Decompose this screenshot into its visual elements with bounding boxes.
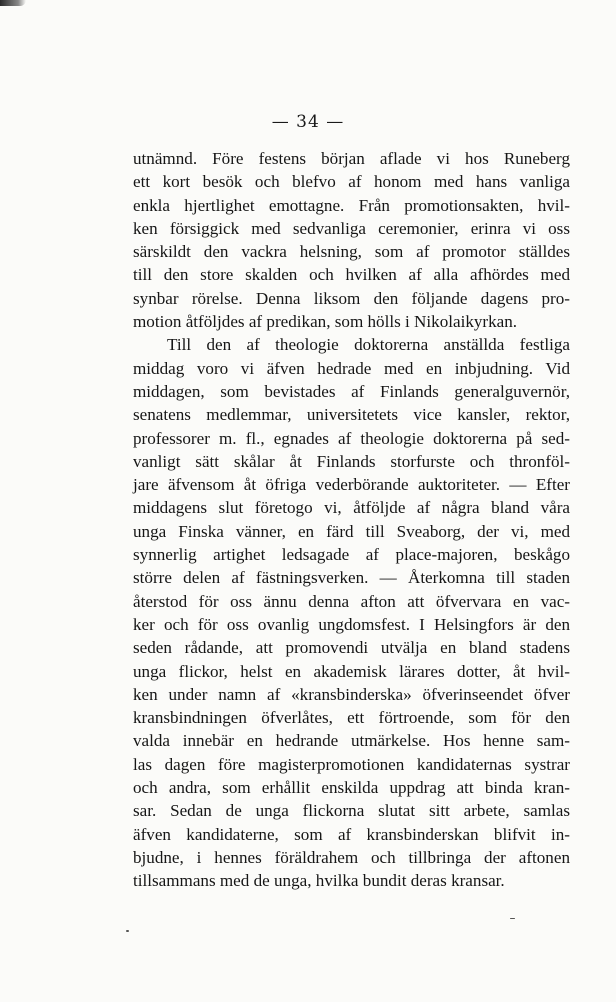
text-line: vanligt sätt skålar åt Finlands storfurste och thronföl- — [133, 451, 570, 471]
text-line: äfven kandidaterne, som af kransbinderskan blifvit in- — [133, 824, 570, 844]
text-line: ker och för oss ovanlig ungdomsfest. I Helsingfors är den — [133, 614, 570, 634]
paper-speck — [510, 918, 515, 919]
text-line: unga Finska vänner, en färd till Sveaborg, der vi, med — [133, 521, 570, 541]
text-line: middag voro vi äfven hedrade med en inbjudning. Vid — [133, 358, 570, 378]
text-line: större delen af fästningsverken. — Återkomna till staden — [133, 568, 570, 588]
text-line: bjudne, i hennes föräldrahem och tillbringa der aftonen — [133, 847, 570, 867]
text-line: enkla hjertlighet emottagne. Från promotionsakten, hvil- — [133, 195, 570, 215]
text-line: synbar rörelse. Denna liksom den följande dagens pro- — [133, 288, 570, 308]
text-line: särskildt den vackra helsning, som af promotor ställdes — [133, 242, 570, 262]
text-line: unga flickor, helst en akademisk lärares dotter, åt hvil- — [133, 661, 570, 681]
text-line: motion åtföljdes af predikan, som hölls i Nikolaikyrkan. — [133, 312, 518, 332]
text-line: las dagen före magisterpromotionen kandidaternas systrar — [133, 754, 570, 774]
text-line: senatens medlemmar, universitetets vice kansler, rektor, — [133, 405, 570, 425]
text-line: och andra, som erhållit enskilda uppdrag att binda kran- — [133, 778, 570, 798]
text-line: Till den af theologie doktorerna anställda festliga — [167, 335, 570, 355]
text-line: professorer m. fl., egnades af theologie doktorerna på sed- — [133, 428, 570, 448]
text-line: utnämnd. Före festens början aflade vi hos Runeberg — [133, 149, 570, 168]
text-line: synnerlig artighet ledsagade af place-majoren, beskågo — [133, 545, 570, 565]
text-line: tillsammans med de unga, hvilka bundit deras kransar. — [133, 871, 505, 891]
text-line: middagen, som bevistades af Finlands generalguvernör, — [133, 381, 570, 401]
paper-speck — [126, 930, 129, 932]
text-line: jare äfvensom åt öfriga vederbörande auktoriteter. — Efter — [133, 475, 570, 495]
text-line: ett kort besök och blefvo af honom med hans vanliga — [133, 172, 570, 192]
text-line: ken försiggick med sedvanliga ceremonier, erinra vi oss — [133, 218, 570, 238]
text-line: kransbindningen öfverlåtes, ett förtroende, som för den — [133, 708, 570, 728]
text-line: seden rådande, att promovendi utvälja en bland stadens — [133, 638, 570, 658]
text-line: ken under namn af «kransbinderska» öfverinseendet öfver — [133, 684, 570, 704]
text-line: till den store skalden och hvilken af alla afhördes med — [133, 265, 570, 285]
text-line: middagens slut företogo vi, åtföljde af några bland våra — [133, 498, 570, 518]
page-number: — 34 — — [271, 112, 345, 132]
body-text — [133, 147, 570, 893]
text-line: återstod för oss ännu denna afton att öfvervara en vac- — [133, 591, 570, 611]
text-line: valda innebär en hedrande utmärkelse. Hos henne sam- — [133, 731, 570, 751]
scan-edge-mark — [0, 0, 26, 6]
text-line: sar. Sedan de unga flickorna slutat sitt arbete, samlas — [133, 801, 570, 821]
